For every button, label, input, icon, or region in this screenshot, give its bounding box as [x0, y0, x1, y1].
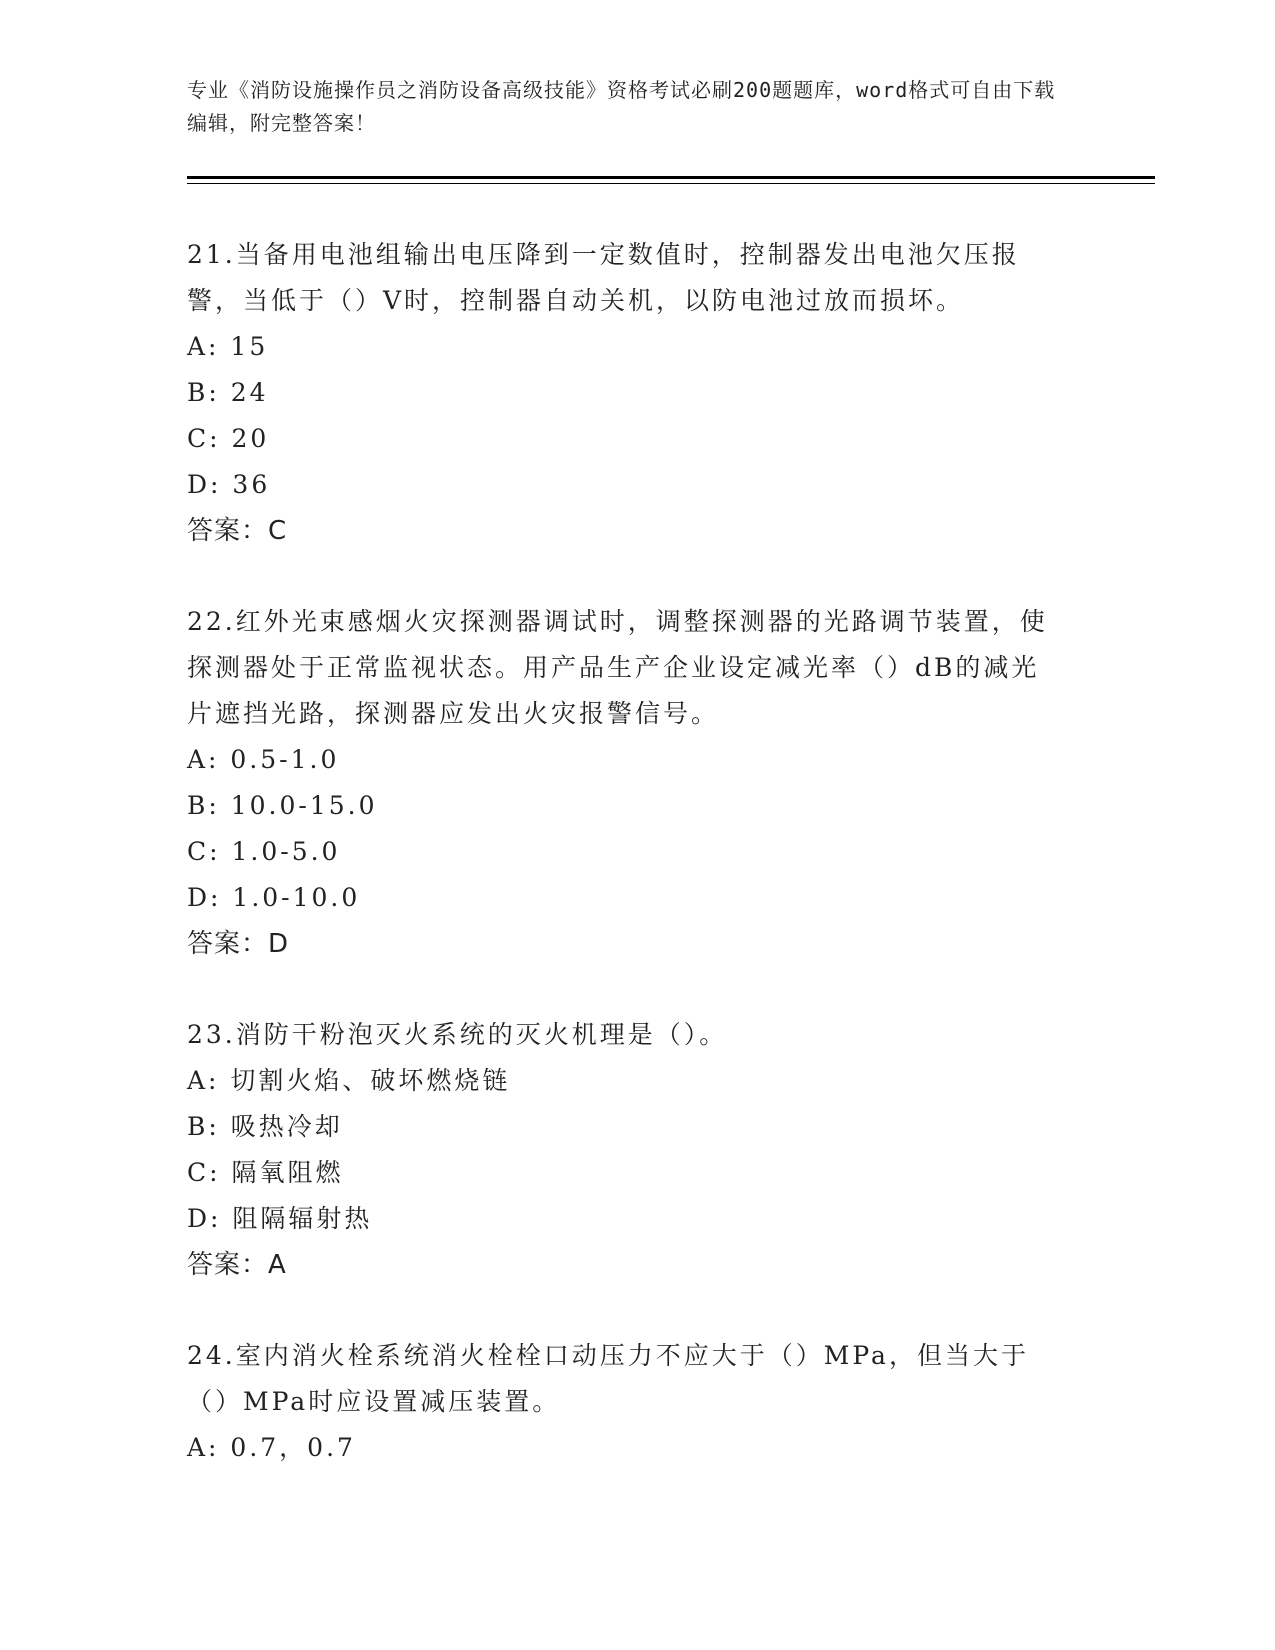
option-b: B: 10.0-15.0 — [187, 791, 378, 820]
option-d: D: 1.0-10.0 — [187, 883, 361, 912]
question-22 — [187, 599, 1067, 967]
option-b: B: 24 — [187, 378, 269, 407]
answer: 答案：C — [187, 516, 288, 546]
header-divider-thin — [187, 183, 1155, 184]
option-d: D: 阻隔辐射热 — [187, 1204, 373, 1233]
option-c: C: 隔氧阻燃 — [187, 1158, 344, 1187]
question-24 — [187, 1333, 1067, 1471]
question-23 — [187, 1012, 1067, 1288]
option-d: D: 36 — [187, 470, 271, 499]
answer: 答案：D — [187, 929, 290, 959]
option-b: B: 吸热冷却 — [187, 1112, 343, 1141]
question-list — [187, 232, 1067, 1516]
option-c: C: 1.0-5.0 — [187, 837, 341, 866]
document-header: 专业《消防设施操作员之消防设备高级技能》资格考试必刷200题题库，word格式可自由下载编辑，附完整答案！ — [187, 78, 1056, 135]
question-text: 23.消防干粉泡灭火系统的灭火机理是（）。 — [187, 1020, 728, 1049]
option-a: A: 切割火焰、破坏燃烧链 — [187, 1066, 511, 1095]
option-a: A: 0.5-1.0 — [187, 745, 340, 774]
question-text: 22.红外光束感烟火灾探测器调试时，调整探测器的光路调节装置，使探测器处于正常监视状态。用产品生产企业设定减光率（）dB的减光片遮挡光路，探测器应发出火灾报警信号。 — [187, 607, 1048, 728]
header-divider-thick — [187, 176, 1155, 179]
question-text: 21.当备用电池组输出电压降到一定数值时，控制器发出电池欠压报警，当低于（）V时，控制器自动关机，以防电池过放而损坏。 — [187, 240, 1020, 315]
option-c: C: 20 — [187, 424, 270, 453]
answer: 答案：A — [187, 1250, 287, 1280]
option-a: A: 0.7，0.7 — [187, 1433, 356, 1462]
option-a: A: 15 — [187, 332, 269, 361]
question-21 — [187, 232, 1067, 554]
question-text: 24.室内消火栓系统消火栓栓口动压力不应大于（）MPa，但当大于（）MPa时应设置减压装置。 — [187, 1341, 1029, 1416]
